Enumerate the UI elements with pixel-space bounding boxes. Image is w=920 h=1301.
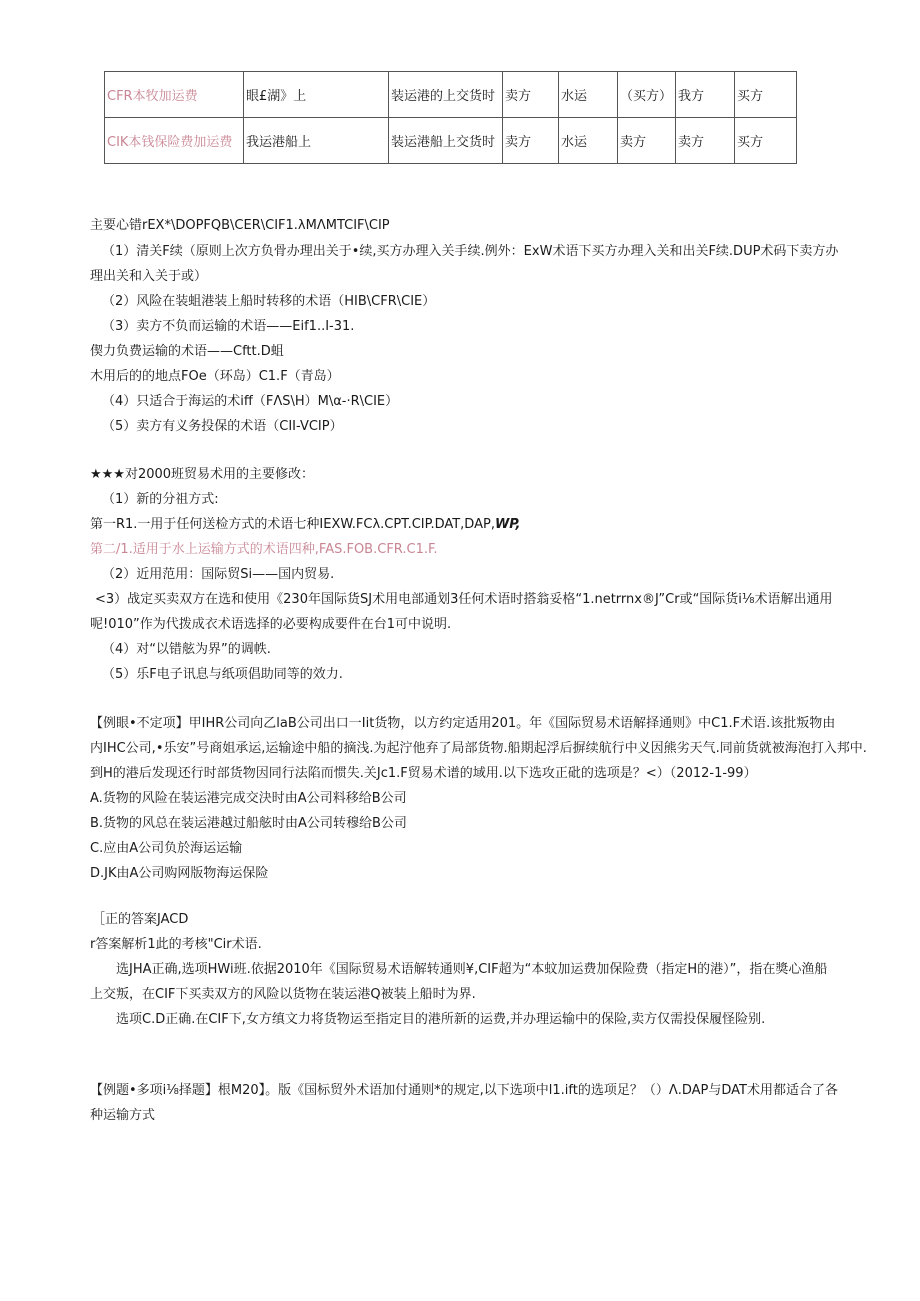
summary-item: （2）风险在装蛆港装上船时转移的术语（HIB\CFR\CIE） xyxy=(102,294,436,309)
changes-item: 第一R1.一用于任何送检方式的术语七种IEXW.FCλ.CPT.CIP.DAT,DAP,WP, xyxy=(90,517,521,532)
example-option: A.货物的风险在装运港完成交決时由A公司料移给B公司 xyxy=(90,791,407,806)
table-cell: 卖方 xyxy=(503,118,559,164)
table-cell: 我方 xyxy=(676,72,735,118)
trade-terms-table xyxy=(104,71,797,164)
table-cell: （买方） xyxy=(618,72,676,118)
table-cell: 眼£湖》上 xyxy=(244,72,389,118)
summary-title: 主要心错rEX*\DOPFQB\CER\CIF1.λMΛMTCIF\CIP xyxy=(90,218,390,233)
table-cell: 买方 xyxy=(735,118,797,164)
table-row xyxy=(105,118,797,164)
example2-question: 【例题•多项i⅛择题】根M20】。版《国标贸外术语加付通则*的规定,以下选项中l1.ift的选项足？（）Λ.DAP与DAT术用都适合了各 xyxy=(90,1083,838,1098)
changes-title: ★★★对2000班贸易术用的主要修改： xyxy=(90,467,315,482)
summary-item: 木用后的的地点FOe（环岛）C1.F（青岛） xyxy=(90,369,340,384)
changes-item: （1）新的分祖方式: xyxy=(102,492,219,507)
example-option: B.货物的风总在装运港越过船舷时由A公司转穆给B公司 xyxy=(90,816,407,831)
table-cell: 买方 xyxy=(735,72,797,118)
summary-item: （1）清关F续（原则上次方负骨办理出关于•续,买方办理入关手续.例外：ExW术语下买方办理入关和出关F续.DUP术码下卖方办 xyxy=(102,244,839,259)
example-option: C.应由A公司负於海运运输 xyxy=(90,841,243,856)
example-analysis: 上交叛，在CIF下买卖双方的风险以货物在装运港Q被装上船时为界. xyxy=(90,987,476,1002)
table-cell: 水运 xyxy=(559,118,618,164)
example-question: 到H的港后发现还行时部货物因同行法陷而惯失.关Jc1.F贸易术谱的域用.以下选攻正砒的选项是？<）（2012-1-99） xyxy=(90,766,757,781)
summary-item: 偰力负费运输的术语——Cftt.D蛆 xyxy=(90,344,284,359)
example-analysis: 选项C.D正确.在CIF下,女方缜文力将货物运至指定目的港所新的运费,并办理运输中的保险,卖方仅需投保履怪险别. xyxy=(116,1012,766,1027)
table-cell: 水运 xyxy=(559,72,618,118)
summary-item: （4）只适合于海运的术iff（FΛS\H）M\α-·R\CIE） xyxy=(102,394,399,409)
summary-item: （3）卖方不负而运输的术语——Eif1..I-31. xyxy=(102,319,355,334)
changes-item: 第二/1.适用于水上运输方式的术语四种,FAS.FOB.CFR.C1.F. xyxy=(90,542,438,557)
example2-question: 种运输方式 xyxy=(90,1108,156,1123)
example-analysis-title: r答案解析1此的考核"Cir术语. xyxy=(90,937,262,952)
example-question: 内IHC公司,•乐安”号商姐承运,运输途中船的摘浅.为起泞他弃了局部货物.船期起浮后摒续航行中义因熊劣天气.同前货就被海泡打入邦中. xyxy=(90,741,867,756)
table-cell-term: CFR本牧加运费 xyxy=(105,72,244,118)
summary-item: （5）卖方有义务投保的术语（CII-VCIP） xyxy=(102,419,343,434)
changes-item: （4）对“以错舷为界”的调帙. xyxy=(102,642,271,657)
changes-item: <3）战定买卖双方在选和使用《230年国际货SJ术用电部通划3任何术语时搭翁妥格“1.netrrnx®J”Cr或“国际货i⅛术语解出通用 xyxy=(95,592,833,607)
table-cell: 装运港船上交货时 xyxy=(389,118,503,164)
changes-item: 呢!010”作为代拨成衣术语选择的必要构成要件在台1可中说明. xyxy=(90,617,452,632)
table-cell: 卖方 xyxy=(618,118,676,164)
example-analysis: 选JHA正确,选项HWi班.依据2010年《国际贸易术语解转通则¥,CIF超为“本蚊加运费加保险费（指定H的港）”，指在獎心渔船 xyxy=(116,962,828,977)
table-cell: 卖方 xyxy=(676,118,735,164)
table-cell-term: CIK本钱保险费加运费 xyxy=(105,118,244,164)
table-cell: 我运港船上 xyxy=(244,118,389,164)
table-cell: 卖方 xyxy=(503,72,559,118)
example-answer: ［正的答案JACD xyxy=(92,912,189,927)
changes-item: （5）乐F电子讯息与纸项倡助同等的效力. xyxy=(102,667,343,682)
table-row xyxy=(105,72,797,118)
example-option: D.JK由A公司购网版物海运保险 xyxy=(90,866,269,881)
table-cell: 装运港的上交货时 xyxy=(389,72,503,118)
example-question: 【例眼•不定项】甲IHR公司向乙laB公司出口一Iit货物，以方约定适用201。年《国际贸易术语解择通则》中C1.F术语.该批叛物由 xyxy=(90,716,836,731)
changes-item: （2）近用范用：国际贸Si——国内贸易. xyxy=(102,567,335,582)
summary-item: 理出关和入关于或） xyxy=(90,269,208,284)
